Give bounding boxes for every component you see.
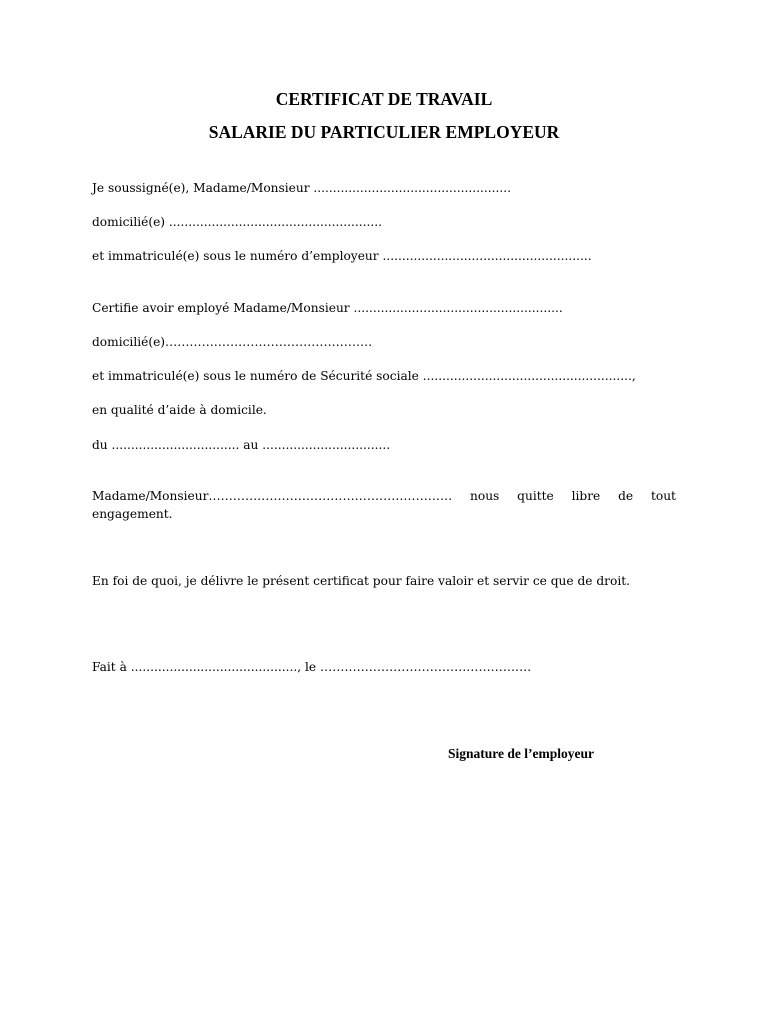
release-line	[92, 487, 676, 505]
release-paragraph	[92, 487, 676, 523]
employee-address-line: domicilié(e)……………………………………………	[92, 335, 373, 349]
employer-number-line: et immatriculé(e) sous le numéro d’employeur ......................................................	[92, 249, 592, 263]
release-word: tout	[650, 489, 676, 503]
place-date-line: Fait à ..........................................., le …………………………………………….	[92, 660, 532, 674]
document-title: CERTIFICAT DE TRAVAIL	[275, 89, 493, 109]
closing-statement: En foi de quoi, je délivre le présent certificat pour faire valoir et servir ce que de droit.	[92, 574, 630, 588]
release-word: nous	[470, 489, 500, 503]
release-word: libre	[571, 489, 601, 503]
release-word: de	[618, 489, 634, 503]
release-word: Madame/Monsieur……………………………………………………	[92, 489, 453, 503]
employee-role-line: en qualité d’aide à domicile.	[92, 403, 267, 417]
employer-address-line: domicilié(e) .......................................................	[92, 215, 382, 229]
release-line-end: engagement.	[92, 507, 173, 521]
signature-label: Signature de l’employeur	[448, 746, 594, 761]
employee-number-line: et immatriculé(e) sous le numéro de Sécurité sociale ......................................................,	[92, 369, 636, 383]
employee-name-line: Certifie avoir employé Madame/Monsieur ......................................................	[92, 301, 563, 315]
release-word: quitte	[517, 489, 554, 503]
employer-name-line: Je soussigné(e), Madame/Monsieur ...................................................	[92, 181, 511, 195]
document-subtitle: SALARIE DU PARTICULIER EMPLOYEUR	[208, 122, 560, 142]
employment-dates-line: du ................................. au .................................	[92, 438, 391, 452]
